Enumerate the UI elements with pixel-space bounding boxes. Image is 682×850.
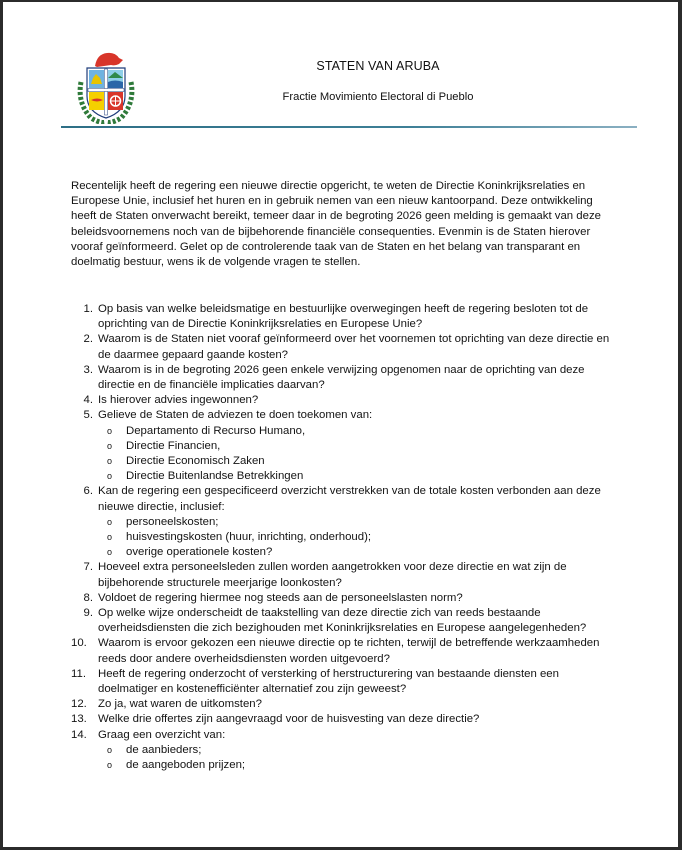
sub-item-text: de aanbieders; (126, 743, 202, 756)
hollow-bullet-icon: o (107, 744, 113, 755)
question-text: Gelieve de Staten de adviezen te doen toekomen van: (98, 409, 373, 422)
question-number: 14. (71, 728, 87, 741)
hollow-bullet-icon: o (107, 547, 113, 558)
intro-paragraph: Recentelijk heeft de regering een nieuwe directie opgericht, te weten de Directie Koninkrijksrelaties en Europese Unie, inclusief het huren en in gebruik nemen van een nieuw kantoorpand. Deze ontwikkeling heeft de Staten onverwacht bereikt, temeer daar in de begroting 2026 geen melding is gemaakt van deze beleidsvoornemens noch van de bijbehorende financiële consequenties. Evenmin is de Staten hierover vooraf geïnformeerd. Gelet op de controlerende taak van de Staten en het belang van transparant en doelmatig bestuur, wens ik de volgende vragen te stellen. (71, 180, 602, 269)
sub-list-item (71, 545, 616, 560)
hollow-bullet-icon: o (107, 760, 113, 771)
question-item (71, 697, 616, 712)
sub-list-item (71, 454, 616, 469)
sub-item-text: Directie Financien, (126, 439, 221, 452)
sub-list-item (71, 439, 616, 454)
question-text: Waarom is ervoor gekozen een nieuwe directie op te richten, terwijl de betreffende werkzaamheden reeds door andere overheidsdiensten worden uitgevoerd? (98, 637, 600, 665)
sub-item-text: Departamento di Recurso Humano, (126, 424, 306, 437)
question-item (71, 302, 616, 332)
question-number: 1. (83, 303, 93, 315)
question-item (71, 712, 616, 727)
question-text: Kan de regering een gespecificeerd overzicht verstrekken van de totale kosten verbonden aan deze nieuwe directie, inclusief: (98, 485, 601, 513)
question-item (71, 332, 616, 362)
hollow-bullet-icon: o (107, 471, 113, 482)
question-item (71, 606, 616, 636)
question-list (71, 302, 616, 773)
question-text: Zo ja, wat waren de uitkomsten? (98, 698, 262, 711)
question-text: Voldoet de regering hiermee nog steeds aan de personeelslasten norm? (98, 591, 463, 604)
sub-list (71, 424, 616, 485)
sub-list-item (71, 758, 616, 773)
question-number: 9. (83, 607, 93, 620)
sub-list (71, 743, 616, 773)
question-item (71, 363, 616, 393)
sub-list-item (71, 469, 616, 484)
sub-item-text: overige operationele kosten? (126, 546, 273, 559)
question-item (71, 560, 616, 590)
question-item (71, 393, 616, 408)
question-text: Op welke wijze onderscheidt de taakstelling van deze directie zich van reeds bestaande overheidsdiensten die zich bezighouden met Koninkrijksrelaties en Europese aangelegenheden? (98, 607, 587, 635)
question-number: 10. (71, 637, 87, 650)
question-item (71, 728, 616, 743)
question-text: Is hierover advies ingewonnen? (98, 394, 259, 407)
sub-list-item (71, 743, 616, 758)
header-divider (61, 126, 637, 128)
question-text: Welke drie offertes zijn aangevraagd voor de huisvesting van deze directie? (98, 713, 480, 726)
question-number: 11. (71, 667, 86, 680)
sub-item-text: personeelskosten; (126, 515, 219, 528)
question-number: 8. (83, 591, 93, 604)
sub-list-item (71, 530, 616, 545)
document-page (3, 2, 678, 847)
question-item (71, 591, 616, 606)
hollow-bullet-icon: o (107, 440, 113, 451)
hollow-bullet-icon: o (107, 425, 113, 436)
question-item (71, 636, 616, 666)
question-item (71, 408, 616, 423)
question-number: 6. (83, 485, 93, 498)
question-text: Heeft de regering onderzocht of versterking of herstructurering van bestaande diensten een doelmatiger en kostenefficiënter alternatief zou zijn geweest? (98, 667, 559, 696)
question-text: Graag een overzicht van: (98, 728, 226, 741)
question-text: Waarom is in de begroting 2026 geen enkele verwijzing opgenomen naar de oprichting van deze directie en de financiële implicaties daarvan? (98, 363, 585, 392)
hollow-bullet-icon: o (107, 532, 113, 543)
question-text: Waarom is de Staten niet vooraf geïnformeerd over het voornemen tot oprichting van deze directie en de daarmee gepaard gaande kosten? (98, 333, 610, 361)
sub-item-text: de aangeboden prijzen; (126, 759, 246, 772)
sub-list (71, 515, 616, 561)
question-number: 3. (83, 363, 93, 376)
sub-list-item (71, 424, 616, 439)
question-number: 4. (83, 394, 93, 407)
sub-item-text: Directie Economisch Zaken (126, 455, 265, 468)
hollow-bullet-icon: o (107, 456, 113, 467)
hollow-bullet-icon: o (107, 516, 113, 527)
question-text: Op basis van welke beleidsmatige en bestuurlijke overwegingen heeft de regering besloten tot de oprichting van de Directie Koninkrijksrelaties en Europese Unie? (98, 303, 589, 331)
question-item (71, 667, 616, 697)
question-item (71, 484, 616, 514)
document-title: STATEN VAN ARUBA (316, 59, 440, 73)
question-number: 7. (83, 561, 93, 574)
sub-item-text: huisvestingskosten (huur, inrichting, onderhoud); (126, 531, 372, 544)
question-number: 2. (83, 333, 93, 346)
question-text: Hoeveel extra personeelsleden zullen worden aangetrokken voor deze directie en wat zijn de bijbehorende structurele meerjarige loonkosten? (98, 561, 567, 589)
sub-list-item (71, 515, 616, 530)
question-number: 5. (83, 409, 93, 422)
question-number: 13. (71, 713, 87, 726)
sub-item-text: Directie Buitenlandse Betrekkingen (126, 470, 304, 483)
question-number: 12. (71, 698, 87, 711)
document-subtitle: Fractie Movimiento Electoral di Pueblo (282, 91, 474, 103)
